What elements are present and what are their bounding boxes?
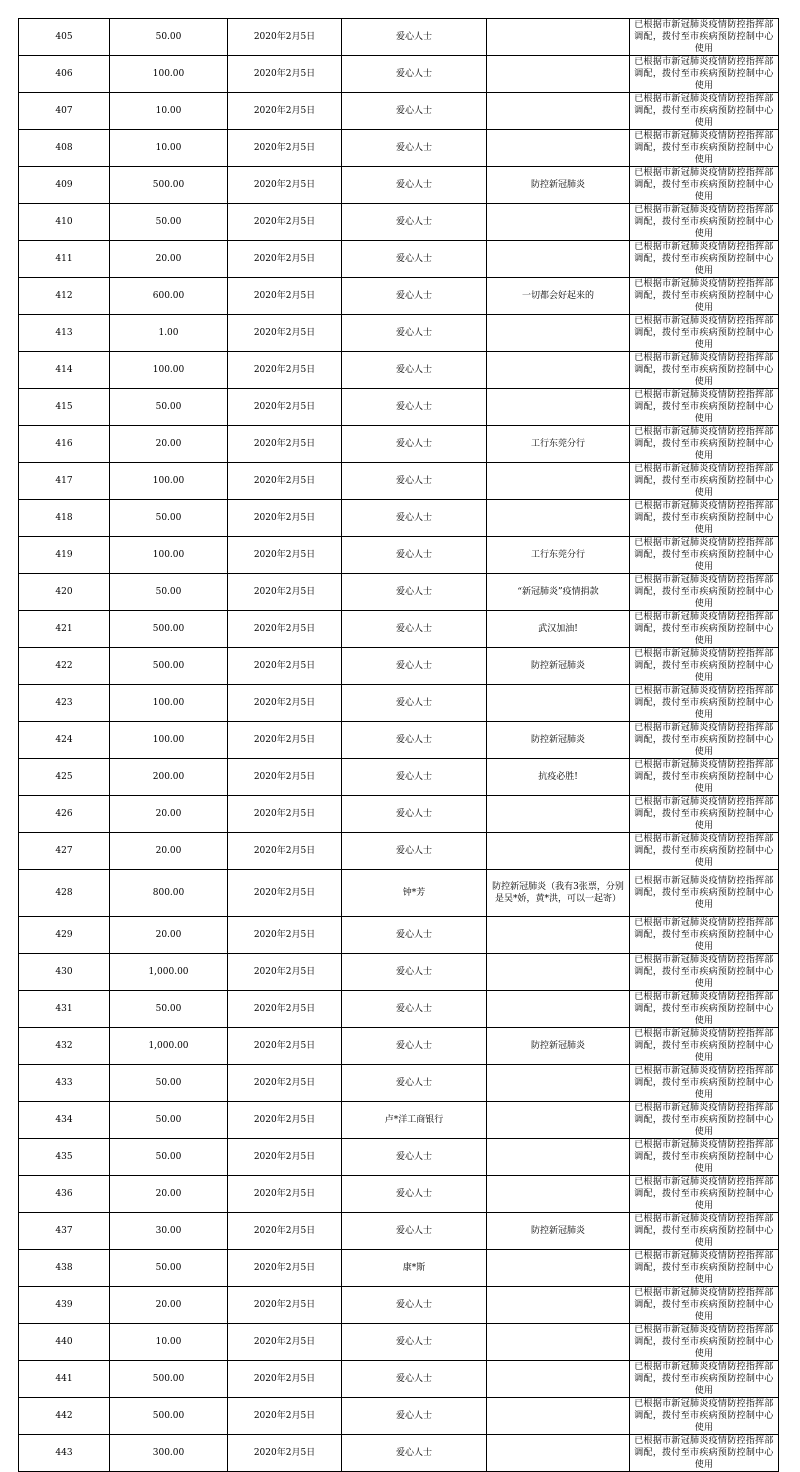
cell-serial-number: 442 bbox=[19, 1398, 110, 1435]
cell-amount: 50.00 bbox=[110, 1139, 228, 1176]
cell-serial-number: 421 bbox=[19, 611, 110, 648]
cell-note: 防控新冠肺炎 bbox=[487, 1028, 630, 1065]
cell-note: 防控新冠肺炎 bbox=[487, 648, 630, 685]
cell-serial-number: 438 bbox=[19, 1250, 110, 1287]
table-row bbox=[19, 1102, 779, 1139]
cell-usage: 已根据市新冠肺炎疫情防控指挥部调配，拨付至市疾病预防控制中心使用 bbox=[630, 1028, 779, 1065]
cell-date: 2020年2月5日 bbox=[228, 1213, 342, 1250]
cell-amount: 50.00 bbox=[110, 204, 228, 241]
cell-usage: 已根据市新冠肺炎疫情防控指挥部调配，拨付至市疾病预防控制中心使用 bbox=[630, 1361, 779, 1398]
cell-amount: 100.00 bbox=[110, 56, 228, 93]
cell-serial-number: 430 bbox=[19, 954, 110, 991]
cell-note bbox=[487, 130, 630, 167]
cell-usage: 已根据市新冠肺炎疫情防控指挥部调配，拨付至市疾病预防控制中心使用 bbox=[630, 241, 779, 278]
cell-usage: 已根据市新冠肺炎疫情防控指挥部调配，拨付至市疾病预防控制中心使用 bbox=[630, 648, 779, 685]
cell-note bbox=[487, 685, 630, 722]
table-row bbox=[19, 56, 779, 93]
cell-serial-number: 406 bbox=[19, 56, 110, 93]
cell-serial-number: 429 bbox=[19, 917, 110, 954]
cell-serial-number: 422 bbox=[19, 648, 110, 685]
cell-serial-number: 417 bbox=[19, 463, 110, 500]
cell-serial-number: 423 bbox=[19, 685, 110, 722]
cell-usage: 已根据市新冠肺炎疫情防控指挥部调配，拨付至市疾病预防控制中心使用 bbox=[630, 93, 779, 130]
cell-donor: 爱心人士 bbox=[342, 759, 487, 796]
cell-usage: 已根据市新冠肺炎疫情防控指挥部调配，拨付至市疾病预防控制中心使用 bbox=[630, 1213, 779, 1250]
table-row bbox=[19, 759, 779, 796]
cell-usage: 已根据市新冠肺炎疫情防控指挥部调配，拨付至市疾病预防控制中心使用 bbox=[630, 991, 779, 1028]
cell-date: 2020年2月5日 bbox=[228, 870, 342, 917]
cell-usage: 已根据市新冠肺炎疫情防控指挥部调配，拨付至市疾病预防控制中心使用 bbox=[630, 796, 779, 833]
cell-amount: 10.00 bbox=[110, 130, 228, 167]
cell-serial-number: 407 bbox=[19, 93, 110, 130]
table-row bbox=[19, 1176, 779, 1213]
cell-date: 2020年2月5日 bbox=[228, 278, 342, 315]
cell-serial-number: 414 bbox=[19, 352, 110, 389]
cell-amount: 20.00 bbox=[110, 1176, 228, 1213]
table-row bbox=[19, 1139, 779, 1176]
cell-serial-number: 440 bbox=[19, 1324, 110, 1361]
cell-note: 工行东莞分行 bbox=[487, 537, 630, 574]
cell-amount: 20.00 bbox=[110, 796, 228, 833]
cell-serial-number: 433 bbox=[19, 1065, 110, 1102]
cell-note bbox=[487, 1361, 630, 1398]
cell-donor: 爱心人士 bbox=[342, 1287, 487, 1324]
table-row bbox=[19, 537, 779, 574]
cell-amount: 100.00 bbox=[110, 537, 228, 574]
cell-donor: 爱心人士 bbox=[342, 93, 487, 130]
table-row bbox=[19, 500, 779, 537]
cell-amount: 50.00 bbox=[110, 500, 228, 537]
cell-amount: 200.00 bbox=[110, 759, 228, 796]
cell-date: 2020年2月5日 bbox=[228, 685, 342, 722]
cell-usage: 已根据市新冠肺炎疫情防控指挥部调配，拨付至市疾病预防控制中心使用 bbox=[630, 954, 779, 991]
cell-note bbox=[487, 1176, 630, 1213]
cell-date: 2020年2月5日 bbox=[228, 463, 342, 500]
cell-date: 2020年2月5日 bbox=[228, 315, 342, 352]
cell-usage: 已根据市新冠肺炎疫情防控指挥部调配，拨付至市疾病预防控制中心使用 bbox=[630, 611, 779, 648]
cell-note bbox=[487, 1065, 630, 1102]
cell-date: 2020年2月5日 bbox=[228, 56, 342, 93]
table-row bbox=[19, 685, 779, 722]
cell-date: 2020年2月5日 bbox=[228, 204, 342, 241]
cell-donor: 爱心人士 bbox=[342, 833, 487, 870]
cell-amount: 20.00 bbox=[110, 241, 228, 278]
cell-usage: 已根据市新冠肺炎疫情防控指挥部调配，拨付至市疾病预防控制中心使用 bbox=[630, 759, 779, 796]
table-row bbox=[19, 463, 779, 500]
cell-date: 2020年2月5日 bbox=[228, 352, 342, 389]
cell-amount: 100.00 bbox=[110, 685, 228, 722]
table-row bbox=[19, 648, 779, 685]
cell-note bbox=[487, 204, 630, 241]
cell-date: 2020年2月5日 bbox=[228, 426, 342, 463]
cell-serial-number: 419 bbox=[19, 537, 110, 574]
cell-note: 防控新冠肺炎 bbox=[487, 167, 630, 204]
cell-usage: 已根据市新冠肺炎疫情防控指挥部调配，拨付至市疾病预防控制中心使用 bbox=[630, 426, 779, 463]
cell-donor: 爱心人士 bbox=[342, 917, 487, 954]
cell-usage: 已根据市新冠肺炎疫情防控指挥部调配，拨付至市疾病预防控制中心使用 bbox=[630, 537, 779, 574]
table-row bbox=[19, 1250, 779, 1287]
cell-amount: 100.00 bbox=[110, 722, 228, 759]
cell-serial-number: 408 bbox=[19, 130, 110, 167]
cell-donor: 康*斯 bbox=[342, 1250, 487, 1287]
cell-note bbox=[487, 1250, 630, 1287]
cell-date: 2020年2月5日 bbox=[228, 1250, 342, 1287]
cell-serial-number: 436 bbox=[19, 1176, 110, 1213]
cell-donor: 爱心人士 bbox=[342, 278, 487, 315]
cell-usage: 已根据市新冠肺炎疫情防控指挥部调配，拨付至市疾病预防控制中心使用 bbox=[630, 1435, 779, 1472]
cell-date: 2020年2月5日 bbox=[228, 611, 342, 648]
cell-amount: 300.00 bbox=[110, 1435, 228, 1472]
cell-date: 2020年2月5日 bbox=[228, 1176, 342, 1213]
cell-serial-number: 415 bbox=[19, 389, 110, 426]
cell-note: 抗疫必胜! bbox=[487, 759, 630, 796]
cell-date: 2020年2月5日 bbox=[228, 130, 342, 167]
cell-date: 2020年2月5日 bbox=[228, 241, 342, 278]
table-row bbox=[19, 833, 779, 870]
cell-serial-number: 439 bbox=[19, 1287, 110, 1324]
cell-donor: 爱心人士 bbox=[342, 1398, 487, 1435]
cell-date: 2020年2月5日 bbox=[228, 537, 342, 574]
table-row bbox=[19, 611, 779, 648]
cell-amount: 1,000.00 bbox=[110, 1028, 228, 1065]
ledger-body bbox=[19, 19, 779, 1472]
table-row bbox=[19, 1065, 779, 1102]
cell-serial-number: 412 bbox=[19, 278, 110, 315]
cell-donor: 爱心人士 bbox=[342, 685, 487, 722]
cell-serial-number: 443 bbox=[19, 1435, 110, 1472]
cell-date: 2020年2月5日 bbox=[228, 954, 342, 991]
cell-amount: 50.00 bbox=[110, 1102, 228, 1139]
cell-usage: 已根据市新冠肺炎疫情防控指挥部调配，拨付至市疾病预防控制中心使用 bbox=[630, 1287, 779, 1324]
cell-note bbox=[487, 19, 630, 56]
cell-date: 2020年2月5日 bbox=[228, 19, 342, 56]
cell-serial-number: 437 bbox=[19, 1213, 110, 1250]
cell-date: 2020年2月5日 bbox=[228, 796, 342, 833]
cell-note bbox=[487, 833, 630, 870]
cell-usage: 已根据市新冠肺炎疫情防控指挥部调配，拨付至市疾病预防控制中心使用 bbox=[630, 722, 779, 759]
cell-date: 2020年2月5日 bbox=[228, 991, 342, 1028]
cell-amount: 20.00 bbox=[110, 833, 228, 870]
cell-note: “新冠肺炎”疫情捐款 bbox=[487, 574, 630, 611]
cell-donor: 爱心人士 bbox=[342, 241, 487, 278]
cell-amount: 500.00 bbox=[110, 1398, 228, 1435]
cell-note bbox=[487, 500, 630, 537]
cell-serial-number: 411 bbox=[19, 241, 110, 278]
cell-donor: 爱心人士 bbox=[342, 991, 487, 1028]
cell-date: 2020年2月5日 bbox=[228, 389, 342, 426]
cell-note bbox=[487, 352, 630, 389]
cell-date: 2020年2月5日 bbox=[228, 1435, 342, 1472]
cell-usage: 已根据市新冠肺炎疫情防控指挥部调配，拨付至市疾病预防控制中心使用 bbox=[630, 167, 779, 204]
cell-date: 2020年2月5日 bbox=[228, 1324, 342, 1361]
table-row bbox=[19, 954, 779, 991]
cell-date: 2020年2月5日 bbox=[228, 1361, 342, 1398]
cell-serial-number: 409 bbox=[19, 167, 110, 204]
cell-donor: 卢*洋工商银行 bbox=[342, 1102, 487, 1139]
table-row bbox=[19, 1435, 779, 1472]
cell-amount: 50.00 bbox=[110, 991, 228, 1028]
cell-usage: 已根据市新冠肺炎疫情防控指挥部调配，拨付至市疾病预防控制中心使用 bbox=[630, 130, 779, 167]
table-row bbox=[19, 389, 779, 426]
cell-serial-number: 420 bbox=[19, 574, 110, 611]
cell-note bbox=[487, 1324, 630, 1361]
cell-donor: 爱心人士 bbox=[342, 796, 487, 833]
cell-amount: 800.00 bbox=[110, 870, 228, 917]
cell-note bbox=[487, 389, 630, 426]
cell-usage: 已根据市新冠肺炎疫情防控指挥部调配，拨付至市疾病预防控制中心使用 bbox=[630, 352, 779, 389]
cell-amount: 500.00 bbox=[110, 648, 228, 685]
table-row bbox=[19, 722, 779, 759]
cell-donor: 爱心人士 bbox=[342, 130, 487, 167]
table-row bbox=[19, 796, 779, 833]
cell-amount: 1.00 bbox=[110, 315, 228, 352]
table-row bbox=[19, 574, 779, 611]
cell-amount: 20.00 bbox=[110, 1287, 228, 1324]
table-row bbox=[19, 278, 779, 315]
cell-note bbox=[487, 1139, 630, 1176]
cell-donor: 爱心人士 bbox=[342, 500, 487, 537]
cell-note bbox=[487, 917, 630, 954]
cell-usage: 已根据市新冠肺炎疫情防控指挥部调配，拨付至市疾病预防控制中心使用 bbox=[630, 574, 779, 611]
cell-usage: 已根据市新冠肺炎疫情防控指挥部调配，拨付至市疾病预防控制中心使用 bbox=[630, 685, 779, 722]
cell-note bbox=[487, 93, 630, 130]
cell-amount: 10.00 bbox=[110, 1324, 228, 1361]
cell-date: 2020年2月5日 bbox=[228, 759, 342, 796]
cell-date: 2020年2月5日 bbox=[228, 833, 342, 870]
cell-donor: 爱心人士 bbox=[342, 315, 487, 352]
cell-date: 2020年2月5日 bbox=[228, 574, 342, 611]
cell-usage: 已根据市新冠肺炎疫情防控指挥部调配，拨付至市疾病预防控制中心使用 bbox=[630, 917, 779, 954]
cell-amount: 50.00 bbox=[110, 1065, 228, 1102]
cell-note bbox=[487, 991, 630, 1028]
cell-serial-number: 410 bbox=[19, 204, 110, 241]
table-row bbox=[19, 1398, 779, 1435]
cell-serial-number: 405 bbox=[19, 19, 110, 56]
cell-note: 工行东莞分行 bbox=[487, 426, 630, 463]
cell-note: 武汉加油! bbox=[487, 611, 630, 648]
cell-note: 防控新冠肺炎 bbox=[487, 722, 630, 759]
cell-amount: 50.00 bbox=[110, 1250, 228, 1287]
cell-note: 一切都会好起来的 bbox=[487, 278, 630, 315]
table-row bbox=[19, 167, 779, 204]
table-row bbox=[19, 315, 779, 352]
cell-serial-number: 432 bbox=[19, 1028, 110, 1065]
cell-amount: 20.00 bbox=[110, 426, 228, 463]
cell-amount: 600.00 bbox=[110, 278, 228, 315]
cell-usage: 已根据市新冠肺炎疫情防控指挥部调配，拨付至市疾病预防控制中心使用 bbox=[630, 463, 779, 500]
cell-usage: 已根据市新冠肺炎疫情防控指挥部调配，拨付至市疾病预防控制中心使用 bbox=[630, 1102, 779, 1139]
cell-serial-number: 426 bbox=[19, 796, 110, 833]
table-row bbox=[19, 204, 779, 241]
cell-note bbox=[487, 1102, 630, 1139]
cell-amount: 50.00 bbox=[110, 19, 228, 56]
cell-donor: 爱心人士 bbox=[342, 954, 487, 991]
cell-donor: 钟*芳 bbox=[342, 870, 487, 917]
cell-date: 2020年2月5日 bbox=[228, 917, 342, 954]
cell-donor: 爱心人士 bbox=[342, 426, 487, 463]
cell-serial-number: 431 bbox=[19, 991, 110, 1028]
cell-donor: 爱心人士 bbox=[342, 204, 487, 241]
cell-serial-number: 434 bbox=[19, 1102, 110, 1139]
cell-date: 2020年2月5日 bbox=[228, 500, 342, 537]
cell-note bbox=[487, 315, 630, 352]
cell-note bbox=[487, 954, 630, 991]
cell-usage: 已根据市新冠肺炎疫情防控指挥部调配，拨付至市疾病预防控制中心使用 bbox=[630, 278, 779, 315]
cell-serial-number: 435 bbox=[19, 1139, 110, 1176]
table-row bbox=[19, 1028, 779, 1065]
cell-donor: 爱心人士 bbox=[342, 1065, 487, 1102]
table-row bbox=[19, 1324, 779, 1361]
cell-usage: 已根据市新冠肺炎疫情防控指挥部调配，拨付至市疾病预防控制中心使用 bbox=[630, 389, 779, 426]
table-row bbox=[19, 1361, 779, 1398]
table-row bbox=[19, 917, 779, 954]
cell-note bbox=[487, 56, 630, 93]
cell-usage: 已根据市新冠肺炎疫情防控指挥部调配，拨付至市疾病预防控制中心使用 bbox=[630, 19, 779, 56]
cell-note bbox=[487, 1435, 630, 1472]
cell-amount: 100.00 bbox=[110, 352, 228, 389]
cell-donor: 爱心人士 bbox=[342, 1139, 487, 1176]
cell-donor: 爱心人士 bbox=[342, 722, 487, 759]
cell-note bbox=[487, 1398, 630, 1435]
cell-donor: 爱心人士 bbox=[342, 389, 487, 426]
table-row bbox=[19, 426, 779, 463]
cell-donor: 爱心人士 bbox=[342, 1435, 487, 1472]
table-row bbox=[19, 1287, 779, 1324]
cell-serial-number: 413 bbox=[19, 315, 110, 352]
cell-usage: 已根据市新冠肺炎疫情防控指挥部调配，拨付至市疾病预防控制中心使用 bbox=[630, 1250, 779, 1287]
cell-note bbox=[487, 796, 630, 833]
cell-donor: 爱心人士 bbox=[342, 537, 487, 574]
cell-donor: 爱心人士 bbox=[342, 1028, 487, 1065]
cell-donor: 爱心人士 bbox=[342, 574, 487, 611]
cell-donor: 爱心人士 bbox=[342, 352, 487, 389]
table-row bbox=[19, 93, 779, 130]
cell-amount: 30.00 bbox=[110, 1213, 228, 1250]
cell-note bbox=[487, 463, 630, 500]
cell-donor: 爱心人士 bbox=[342, 1324, 487, 1361]
cell-donor: 爱心人士 bbox=[342, 167, 487, 204]
cell-donor: 爱心人士 bbox=[342, 648, 487, 685]
cell-date: 2020年2月5日 bbox=[228, 1398, 342, 1435]
cell-serial-number: 418 bbox=[19, 500, 110, 537]
cell-note: 防控新冠肺炎 bbox=[487, 1213, 630, 1250]
table-row bbox=[19, 870, 779, 917]
cell-usage: 已根据市新冠肺炎疫情防控指挥部调配，拨付至市疾病预防控制中心使用 bbox=[630, 315, 779, 352]
cell-usage: 已根据市新冠肺炎疫情防控指挥部调配，拨付至市疾病预防控制中心使用 bbox=[630, 204, 779, 241]
cell-date: 2020年2月5日 bbox=[228, 648, 342, 685]
cell-donor: 爱心人士 bbox=[342, 611, 487, 648]
cell-note bbox=[487, 241, 630, 278]
table-row bbox=[19, 241, 779, 278]
cell-amount: 50.00 bbox=[110, 574, 228, 611]
cell-amount: 1,000.00 bbox=[110, 954, 228, 991]
cell-usage: 已根据市新冠肺炎疫情防控指挥部调配，拨付至市疾病预防控制中心使用 bbox=[630, 56, 779, 93]
table-row bbox=[19, 991, 779, 1028]
cell-date: 2020年2月5日 bbox=[228, 1287, 342, 1324]
donation-ledger-table bbox=[18, 18, 779, 1472]
cell-usage: 已根据市新冠肺炎疫情防控指挥部调配，拨付至市疾病预防控制中心使用 bbox=[630, 1398, 779, 1435]
cell-date: 2020年2月5日 bbox=[228, 1139, 342, 1176]
cell-note bbox=[487, 1287, 630, 1324]
cell-donor: 爱心人士 bbox=[342, 19, 487, 56]
cell-donor: 爱心人士 bbox=[342, 463, 487, 500]
cell-date: 2020年2月5日 bbox=[228, 722, 342, 759]
cell-usage: 已根据市新冠肺炎疫情防控指挥部调配，拨付至市疾病预防控制中心使用 bbox=[630, 1176, 779, 1213]
table-row bbox=[19, 352, 779, 389]
cell-date: 2020年2月5日 bbox=[228, 1102, 342, 1139]
cell-usage: 已根据市新冠肺炎疫情防控指挥部调配，拨付至市疾病预防控制中心使用 bbox=[630, 1065, 779, 1102]
cell-amount: 500.00 bbox=[110, 611, 228, 648]
cell-donor: 爱心人士 bbox=[342, 1361, 487, 1398]
cell-donor: 爱心人士 bbox=[342, 1213, 487, 1250]
cell-date: 2020年2月5日 bbox=[228, 1028, 342, 1065]
cell-amount: 500.00 bbox=[110, 167, 228, 204]
cell-serial-number: 428 bbox=[19, 870, 110, 917]
cell-usage: 已根据市新冠肺炎疫情防控指挥部调配，拨付至市疾病预防控制中心使用 bbox=[630, 500, 779, 537]
cell-amount: 10.00 bbox=[110, 93, 228, 130]
table-row bbox=[19, 130, 779, 167]
cell-serial-number: 425 bbox=[19, 759, 110, 796]
cell-amount: 500.00 bbox=[110, 1361, 228, 1398]
cell-serial-number: 424 bbox=[19, 722, 110, 759]
table-row bbox=[19, 1213, 779, 1250]
cell-amount: 20.00 bbox=[110, 917, 228, 954]
cell-amount: 50.00 bbox=[110, 389, 228, 426]
cell-amount: 100.00 bbox=[110, 463, 228, 500]
cell-date: 2020年2月5日 bbox=[228, 167, 342, 204]
cell-serial-number: 427 bbox=[19, 833, 110, 870]
cell-usage: 已根据市新冠肺炎疫情防控指挥部调配，拨付至市疾病预防控制中心使用 bbox=[630, 1324, 779, 1361]
cell-donor: 爱心人士 bbox=[342, 56, 487, 93]
cell-serial-number: 416 bbox=[19, 426, 110, 463]
cell-donor: 爱心人士 bbox=[342, 1176, 487, 1213]
cell-note: 防控新冠肺炎（我有3张票，分别是吴*娇，黄*洪，可以一起寄） bbox=[487, 870, 630, 917]
cell-serial-number: 441 bbox=[19, 1361, 110, 1398]
cell-usage: 已根据市新冠肺炎疫情防控指挥部调配，拨付至市疾病预防控制中心使用 bbox=[630, 1139, 779, 1176]
cell-date: 2020年2月5日 bbox=[228, 1065, 342, 1102]
cell-date: 2020年2月5日 bbox=[228, 93, 342, 130]
table-row bbox=[19, 19, 779, 56]
cell-usage: 已根据市新冠肺炎疫情防控指挥部调配，拨付至市疾病预防控制中心使用 bbox=[630, 870, 779, 917]
cell-usage: 已根据市新冠肺炎疫情防控指挥部调配，拨付至市疾病预防控制中心使用 bbox=[630, 833, 779, 870]
